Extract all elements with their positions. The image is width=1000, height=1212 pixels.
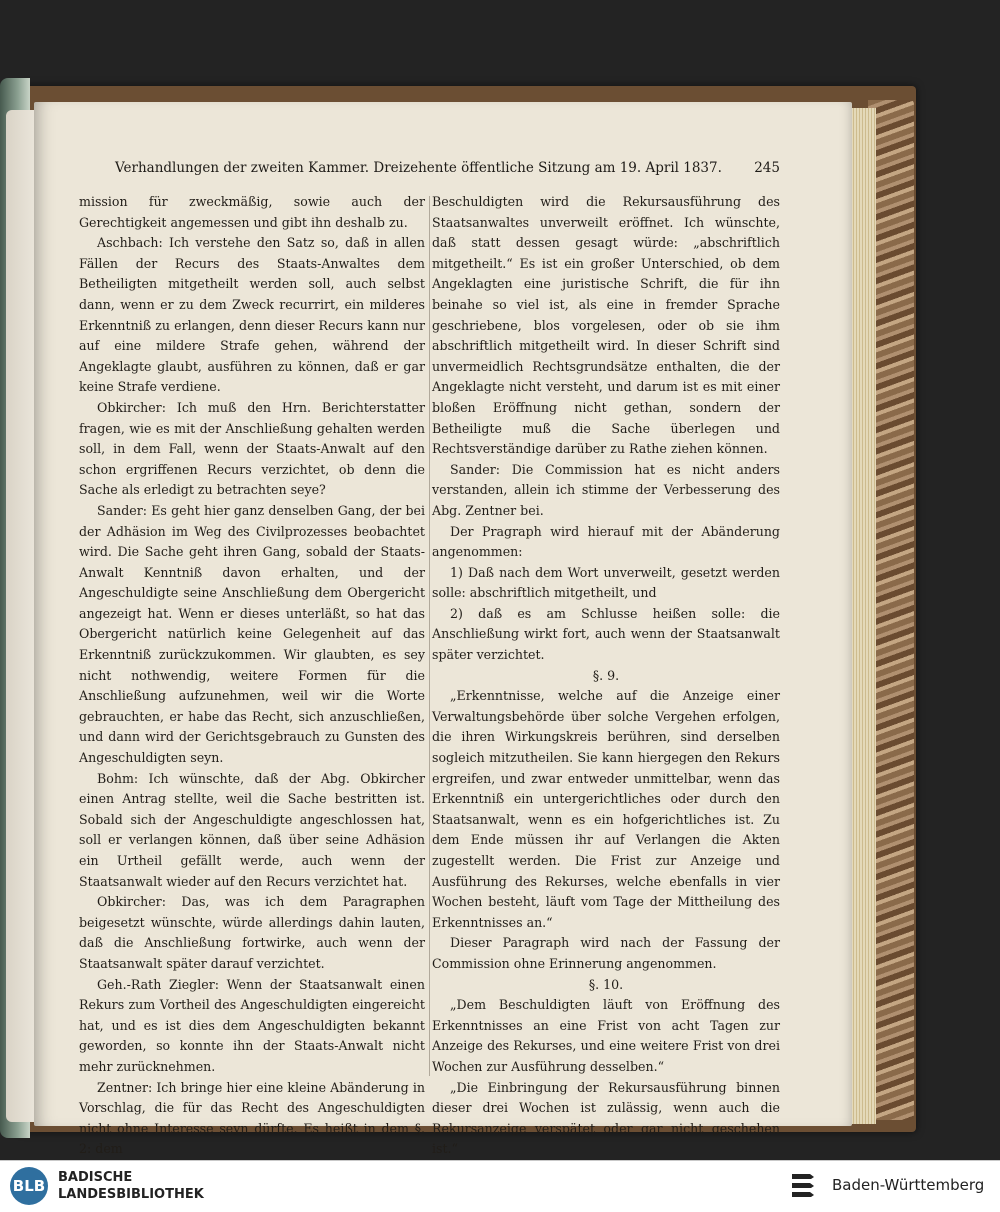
- paragraph: Obkircher: Das, was ich dem Paragraphen beigesetzt wünschte, würde allerdings dahin lauten, daß die Anschließung fortwirke, auch wenn der Staatsanwalt später darauf verzichtet.: [79, 894, 425, 971]
- state-name[interactable]: Baden-Württemberg: [832, 1176, 985, 1194]
- footer-bar: [0, 1160, 1000, 1212]
- page-number: 245: [754, 160, 780, 176]
- paragraph: „Dem Beschuldigten läuft von Eröffnung des Erkenntnisses an eine Frist von acht Tagen zur Anzeige des Rekurses, und eine weitere Frist von drei Wochen zur Ausführung desselben.“: [432, 997, 780, 1074]
- paragraph: Sander: Es geht hier ganz denselben Gang, der bei der Adhäsion im Weg des Civilprozesses beobachtet wird. Die Sache geht ihren Gang, sobald der Staats-Anwalt Kenntniß davon erhalten, und der Angeschuldigte seine Anschließung dem Obergericht angezeigt hat. Wenn er dieses unterläßt, so hat das Obergericht natürlich keine Gelegenheit auf das Erkenntniß zurückzukommen. Wir glaubten, es sey nicht nothwendig, weitere Formen für die Anschließung aufzunehmen, weil wir die Worte gebrauchten, er habe das Recht, sich anzuschließen, und dann wird der Gerichtsgebrauch zu Gunsten des Angeschuldigten seyn.: [79, 502, 425, 766]
- paragraph: „Erkenntnisse, welche auf die Anzeige einer Verwaltungsbehörde über solche Vergehen erfolgen, die ihren Wirkungskreis berühren, sind derselben sogleich mitzutheilen. Sie kann hiergegen den Rekurs ergreifen, und zwar entweder unmittelbar, wenn das Erkenntniß ein untergerichtliches oder durch den Staatsanwalt, wenn es ein hofgerichtliches ist. Zu dem Ende müssen ihr auf Verlangen die Akten zugestellt werden. Die Frist zur Anzeige und Ausführung des Rekurses, welche ebenfalls in vier Wochen besteht, läuft vom Tage der Mittheilung des Erkenntnisses an.“: [432, 688, 780, 930]
- library-name[interactable]: [58, 1169, 204, 1203]
- blb-logo-icon[interactable]: BLB: [10, 1167, 48, 1205]
- paragraph: Zentner: Ich bringe hier eine kleine Abänderung in Vorschlag, die für das Recht des Angeschuldigten nicht ohne Interesse seyn dürfte. Es heißt in dem §. 2: dem: [79, 1079, 425, 1157]
- paragraph: Bohm: Ich wünschte, daß der Abg. Obkircher einen Antrag stellte, weil die Sache bestritten ist. Sobald sich der Angeschuldigte angeschlossen hat, soll er verlangen können, daß über seine Adhäsion ein Urtheil gefällt werde, auch wenn der Staatsanwalt wieder auf den Recurs verzichtet hat.: [79, 770, 425, 889]
- paragraph: mission für zweckmäßig, sowie auch der Gerechtigkeit angemessen und gibt ihn deshalb zu.: [79, 194, 425, 230]
- paragraph: Dieser Paragraph wird nach der Fassung der Commission ohne Erinnerung angenommen.: [432, 935, 780, 971]
- header-title: Verhandlungen der zweiten Kammer. Dreizehente öffentliche Sitzung am 19. April 1837.: [115, 160, 722, 176]
- left-column: [79, 192, 425, 1160]
- paragraph: „Die Einbringung der Rekursausführung binnen dieser drei Wochen ist zulässig, wenn auch die Rekursanzeige verspätet oder gar nicht geschehen ist.“: [432, 1079, 780, 1157]
- right-column: [432, 192, 780, 1181]
- paragraph: 2) daß es am Schlusse heißen solle: die Anschließung wirkt fort, auch wenn der Staatsanwalt später verzichtet.: [432, 605, 780, 663]
- paragraph: Beschuldigten wird die Rekursausführung des Staatsanwaltes unverweilt eröffnet. Ich wünschte, daß statt dessen gesagt würde: „abschriftlich mitgetheilt.“ Es ist ein großer Unterschied, ob dem Angeklagten eine juristische Schrift, die für ihn beinahe so viel ist, als eine in fremder Sprache geschriebene, blos vorgelesen, oder ob sie ihm abschriftlich mitgetheilt wird. In dieser Schrift sind unvermeidlich Rechtsgrundsätze enthalten, die der Angeklagte nicht versteht, und darum ist es mit einer bloßen Eröffnung nicht gethan, sondern der Betheiligte muß die Sache überlegen und Rechtsverständige darüber zu Rathe ziehen können.: [432, 194, 780, 457]
- running-header: [115, 160, 780, 176]
- library-name-line1: BADISCHE: [58, 1170, 133, 1185]
- section-heading: §. 9.: [592, 667, 620, 683]
- paragraph: Obkircher: Ich muß den Hrn. Berichterstatter fragen, wie es mit der Anschließung gehalten werden soll, in dem Fall, wenn der Staats-Anwalt auf den schon ergriffenen Recurs verzichtet, ob denn die Sache als erledigt zu betrachten seye?: [79, 399, 425, 498]
- page-edges: [848, 108, 876, 1124]
- column-divider: [429, 196, 430, 1076]
- paragraph: Aschbach: Ich verstehe den Satz so, daß in allen Fällen der Recurs des Staats-Anwaltes dem Betheiligten mitgetheilt werden soll, auch selbst dann, wenn er zu dem Zweck recurrirt, ein milderes Erkenntniß zu erlangen, denn dieser Recurs kann nur auf eine mildere Strafe gehen, während der Angeklagte glaubt, ausführen zu können, daß er gar keine Strafe verdiene.: [79, 235, 425, 395]
- three-lions-icon[interactable]: [788, 1171, 818, 1201]
- paragraph: Geh.-Rath Ziegler: Wenn der Staatsanwalt einen Rekurs zum Vortheil des Angeschuldigten eingereicht hat, und es ist dies dem Angeschuldigten bekannt geworden, so konnte ihn der Staats-Anwalt nicht mehr zurücknehmen.: [79, 976, 425, 1074]
- paragraph: Sander: Die Commission hat es nicht anders verstanden, allein ich stimme der Verbesserung des Abg. Zentner bei.: [432, 461, 780, 518]
- paragraph: 1) Daß nach dem Wort unverweilt, gesetzt werden solle: abschriftlich mitgetheilt, und: [432, 564, 780, 601]
- paragraph: Der Pragraph wird hierauf mit der Abänderung angenommen:: [432, 523, 780, 560]
- library-name-line2: LANDESBIBLIOTHEK: [58, 1187, 204, 1202]
- section-heading: §. 10.: [588, 976, 624, 992]
